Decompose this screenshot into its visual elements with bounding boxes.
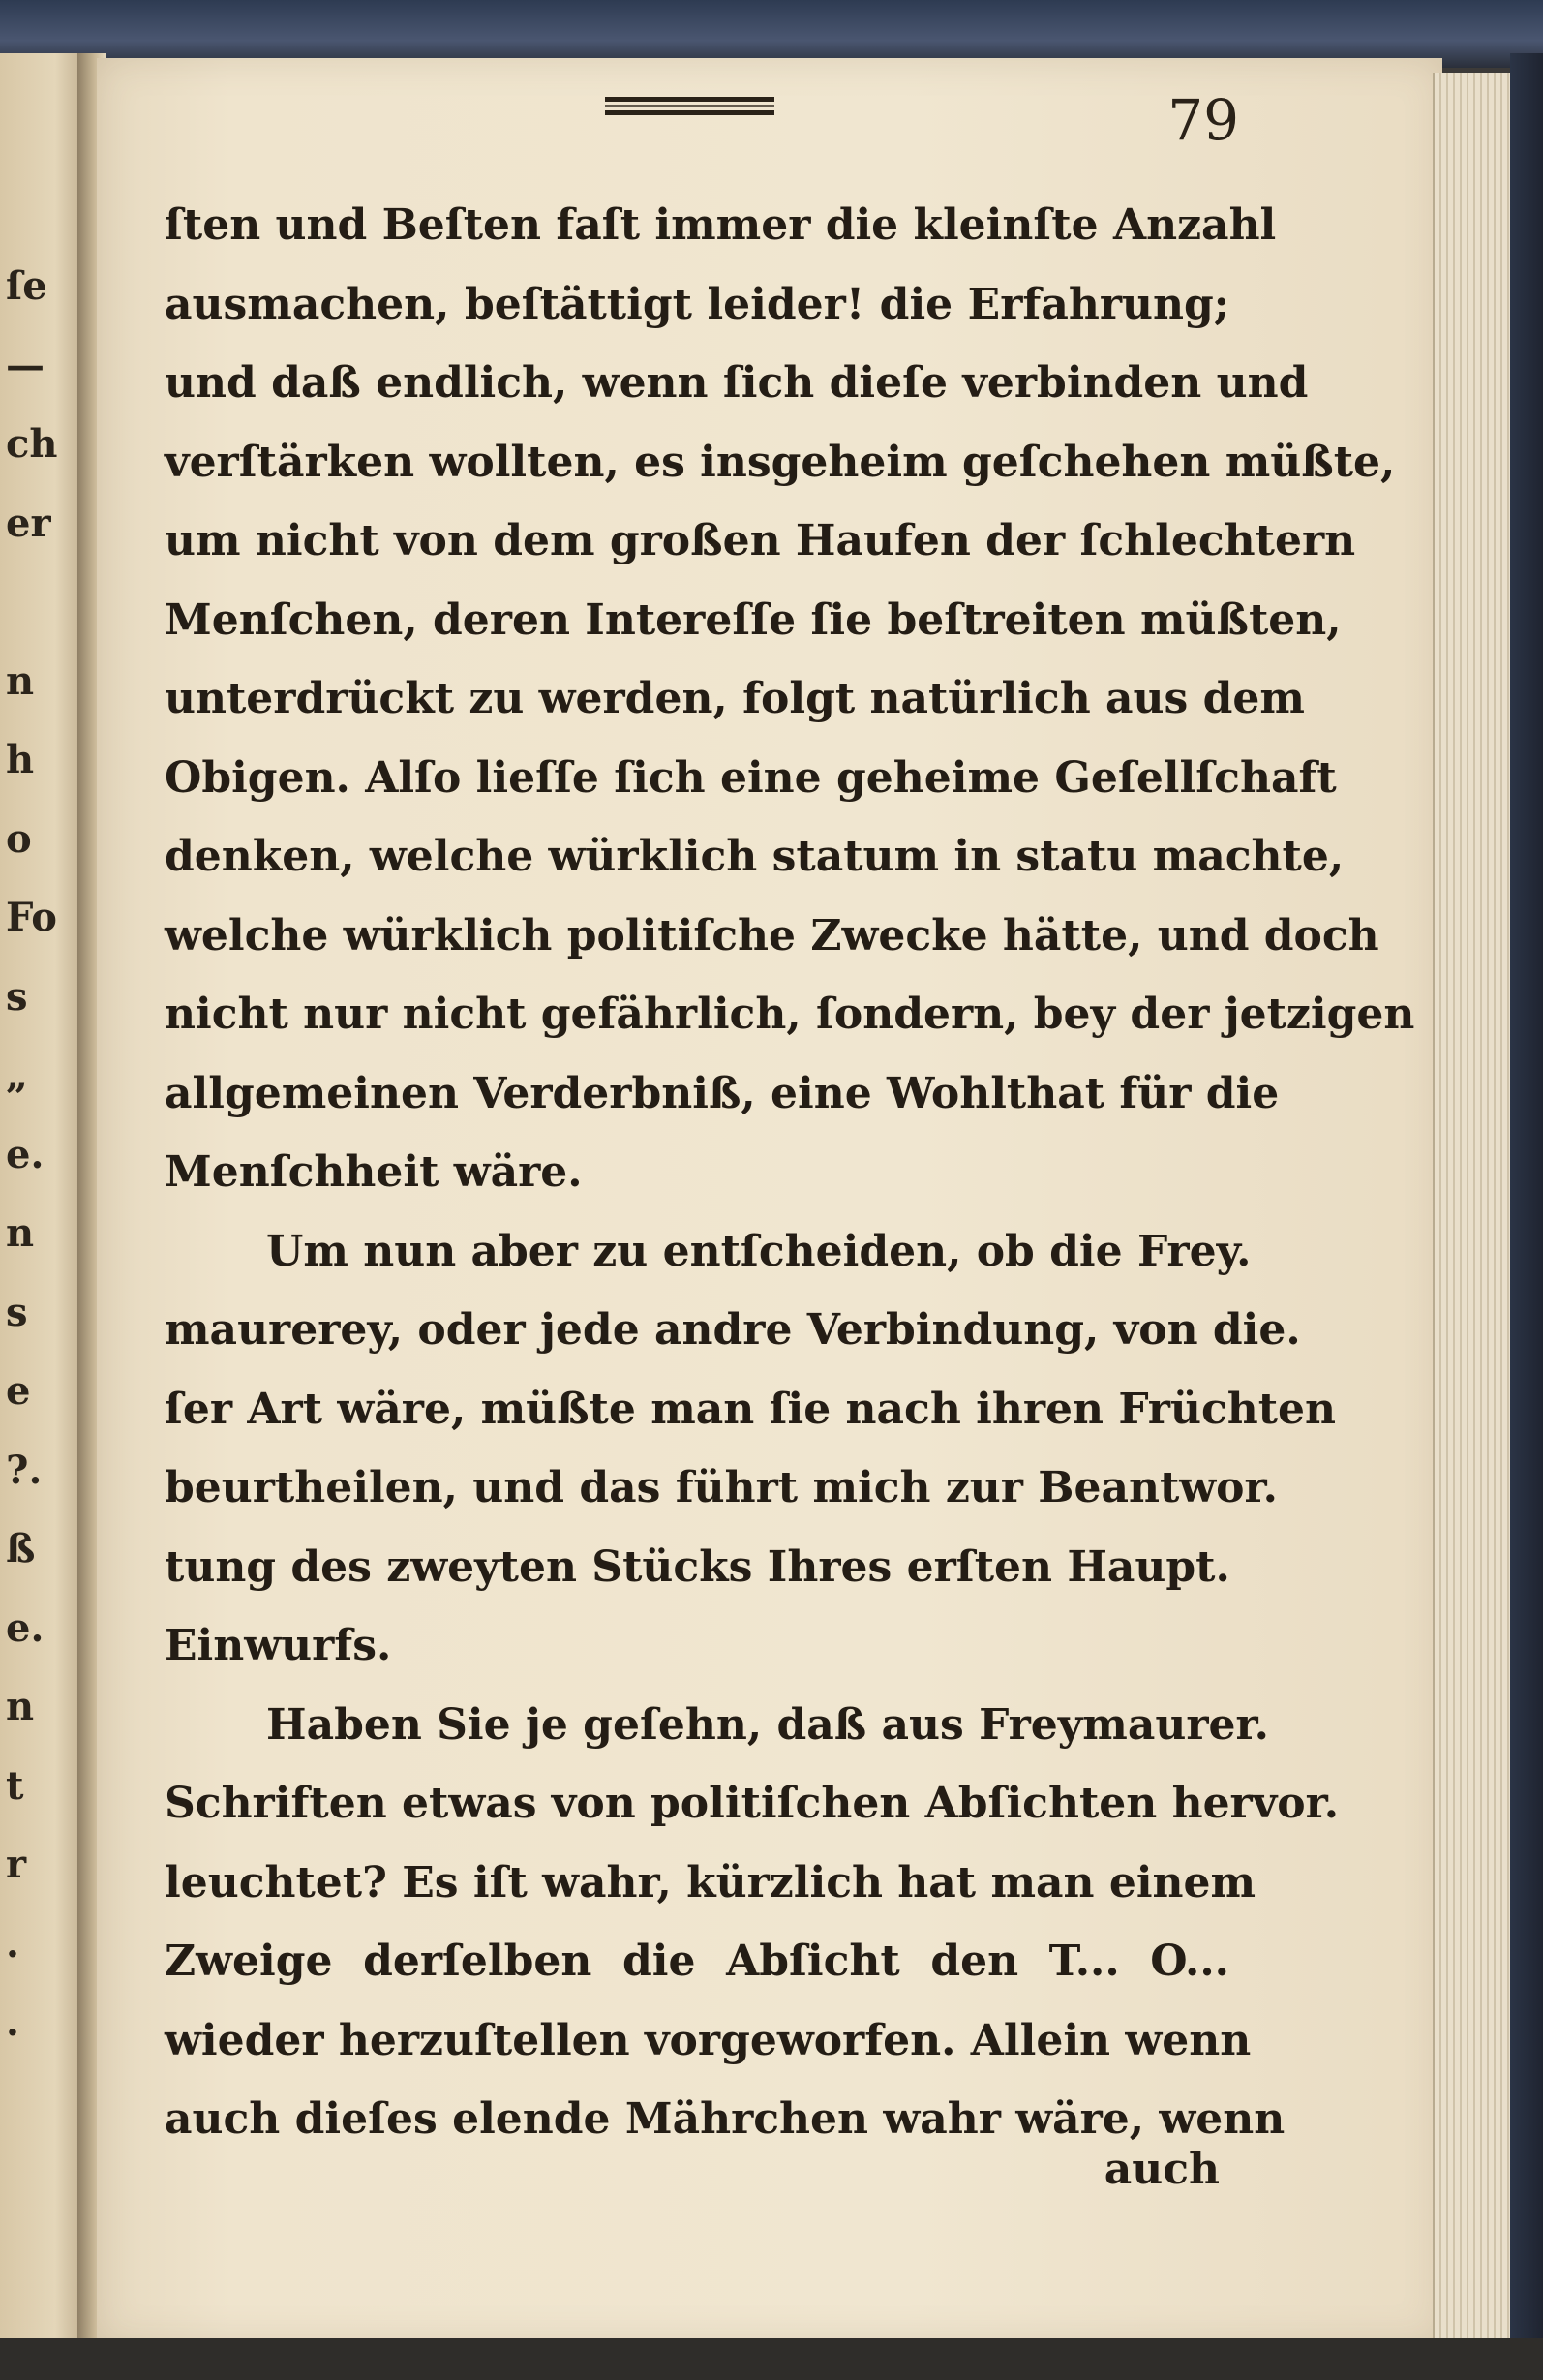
text-line: Menſchheit wäre. bbox=[165, 1147, 583, 1197]
left-fragment: s bbox=[6, 973, 28, 1020]
text-line: nicht nur nicht gefährlich, ſondern, bey der jetzigen bbox=[165, 990, 1415, 1039]
left-fragment: Fo bbox=[6, 895, 57, 940]
left-fragment: o bbox=[6, 815, 32, 862]
header-ornament-rule bbox=[605, 97, 774, 118]
text-line: beurtheilen, und das führt mich zur Beantwor. bbox=[165, 1463, 1278, 1512]
left-fragment: n bbox=[6, 657, 35, 704]
left-page-fragments bbox=[6, 247, 64, 2141]
text-line: allgemeinen Verderbniß, eine Wohlthat für die bbox=[165, 1068, 1280, 1118]
book-board-right bbox=[1510, 53, 1543, 2380]
text-line: um nicht von dem großen Haufen der ſchlechtern bbox=[165, 516, 1356, 565]
text-line: tung des zweyten Stücks Ihres erſten Haupt. bbox=[165, 1541, 1230, 1592]
left-fragment: s bbox=[6, 1289, 28, 1335]
left-fragment: r bbox=[6, 1842, 27, 1887]
text-line: unterdrückt zu werden, folgt natürlich aus dem bbox=[165, 674, 1305, 723]
left-fragment: e bbox=[6, 1368, 31, 1414]
page-body-text bbox=[165, 186, 1415, 2159]
text-line: Um nun aber zu entſcheiden, ob die Frey. bbox=[266, 1226, 1252, 1276]
text-line: Obigen. Alſo lieſſe ſich eine geheime Geſellſchaft bbox=[165, 752, 1337, 803]
text-line: maurerey, oder jede andre Verbindung, von die. bbox=[165, 1305, 1301, 1355]
text-line: Einwurfs. bbox=[165, 1621, 392, 1670]
text-line: wieder herzuſtellen vorgeworfen. Allein wenn bbox=[165, 2015, 1252, 2065]
left-fragment: n bbox=[6, 1684, 35, 1729]
left-fragment: er bbox=[6, 500, 51, 546]
text-line: ſten und Beſten faſt immer die kleinſte Anzahl bbox=[165, 200, 1277, 250]
page-stack-edge bbox=[1433, 73, 1517, 2338]
left-fragment: ch bbox=[6, 421, 58, 467]
text-line: ausmachen, beſtättigt leider! die Erfahrung; bbox=[165, 279, 1229, 329]
page-number: 79 bbox=[1167, 87, 1239, 153]
text-line: auch dieſes elende Mährchen wahr wäre, wenn bbox=[165, 2094, 1286, 2144]
left-fragment: t bbox=[6, 1762, 24, 1809]
left-fragment: . bbox=[6, 1920, 19, 1967]
left-fragment bbox=[6, 2062, 64, 2142]
left-fragment: h bbox=[6, 737, 35, 782]
left-fragment: — bbox=[6, 342, 45, 388]
left-fragment: n bbox=[6, 1210, 35, 1256]
text-line: Haben Sie je geſehn, daß aus Freymaurer. bbox=[266, 1699, 1269, 1750]
left-fragment: e. bbox=[6, 1131, 45, 1177]
text-line: Zweige derſelben die Abſicht den T... O... bbox=[165, 1937, 1229, 1986]
left-fragment: e. bbox=[6, 1604, 45, 1651]
text-line: und daß endlich, wenn ſich dieſe verbinden und bbox=[165, 358, 1309, 408]
text-line: ſer Art wäre, müßte man ſie nach ihren Früchten bbox=[165, 1384, 1337, 1434]
text-line: Schriften etwas von politiſchen Abſichten hervor. bbox=[165, 1779, 1340, 1828]
text-line: Menſchen, deren Intereſſe ſie beſtreiten müßten, bbox=[165, 595, 1342, 645]
left-fragment: ß bbox=[6, 1526, 36, 1571]
text-line: denken, welche würklich statum in statu machte, bbox=[165, 832, 1345, 881]
text-line: verſtärken wollten, es insgeheim geſchehen müßte, bbox=[165, 437, 1396, 487]
left-fragment: ?. bbox=[6, 1447, 43, 1493]
catchword: auch bbox=[1104, 2145, 1220, 2194]
left-fragment: . bbox=[6, 1999, 19, 2045]
left-fragment: ſe bbox=[6, 263, 47, 309]
background-bottom bbox=[0, 2338, 1543, 2380]
left-fragment bbox=[6, 563, 64, 642]
left-fragment: „ bbox=[6, 1053, 29, 1098]
text-line: welche würklich politiſche Zwecke hätte, und doch bbox=[165, 910, 1379, 961]
text-line: leuchtet? Es iſt wahr, kürzlich hat man einem bbox=[165, 1857, 1256, 1907]
